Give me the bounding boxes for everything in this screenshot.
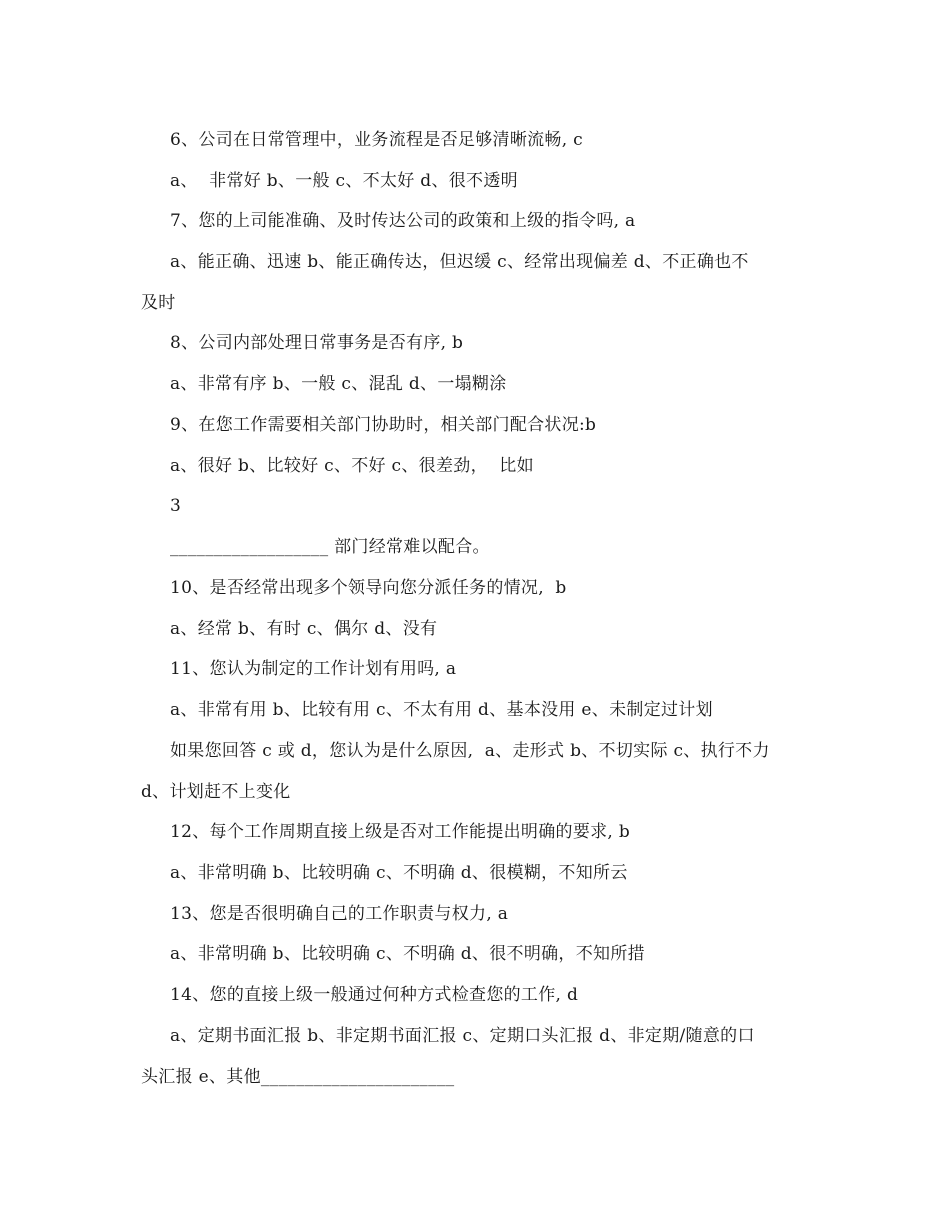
question-8: 8、公司内部处理日常事务是否有序, b bbox=[170, 333, 464, 353]
question-14-options-continued: 头汇报 e、其他______________________ bbox=[141, 1067, 455, 1087]
question-11-followup-continued: d、计划赶不上变化 bbox=[141, 782, 291, 802]
question-13-options: a、非常明确 b、比较明确 c、不明确 d、很不明确，不知所措 bbox=[170, 944, 645, 964]
question-8-options: a、非常有序 b、一般 c、混乱 d、一塌糊涂 bbox=[170, 374, 507, 394]
question-13: 13、您是否很明确自己的工作职责与权力, a bbox=[170, 904, 509, 924]
question-14-options: a、定期书面汇报 b、非定期书面汇报 c、定期口头汇报 d、非定期/随意的口 bbox=[170, 1026, 755, 1046]
question-12: 12、每个工作周期直接上级是否对工作能提出明确的要求, b bbox=[170, 822, 631, 842]
question-6-options: a、 非常好 b、一般 c、不太好 d、很不透明 bbox=[170, 171, 518, 191]
question-12-options: a、非常明确 b、比较明确 c、不明确 d、很模糊，不知所云 bbox=[170, 863, 628, 883]
question-10-options: a、经常 b、有时 c、偶尔 d、没有 bbox=[170, 619, 438, 639]
question-10: 10、是否经常出现多个领导向您分派任务的情况, b bbox=[170, 578, 567, 598]
question-11-followup: 如果您回答 c 或 d，您认为是什么原因, a、走形式 b、不切实际 c、执行不力 bbox=[170, 741, 770, 761]
question-9: 9、在您工作需要相关部门协助时，相关部门配合状况:b bbox=[170, 415, 597, 435]
question-11-options: a、非常有用 b、比较有用 c、不太有用 d、基本没用 e、未制定过计划 bbox=[170, 700, 713, 720]
question-7: 7、您的上司能准确、及时传达公司的政策和上级的指令吗, a bbox=[170, 211, 636, 231]
question-14: 14、您的直接上级一般通过何种方式检查您的工作, d bbox=[170, 985, 579, 1005]
question-7-options-continued: 及时 bbox=[141, 293, 176, 313]
question-9-blank-line: __________________ 部门经常难以配合。 bbox=[170, 537, 490, 557]
question-11: 11、您认为制定的工作计划有用吗, a bbox=[170, 659, 457, 679]
question-6: 6、公司在日常管理中，业务流程是否足够清晰流畅, c bbox=[170, 130, 583, 150]
question-9-options: a、很好 b、比较好 c、不好 c、很差劲， 比如 bbox=[170, 456, 534, 476]
page-number: 3 bbox=[170, 496, 182, 516]
question-7-options: a、能正确、迅速 b、能正确传达，但迟缓 c、经常出现偏差 d、不正确也不 bbox=[170, 252, 749, 272]
